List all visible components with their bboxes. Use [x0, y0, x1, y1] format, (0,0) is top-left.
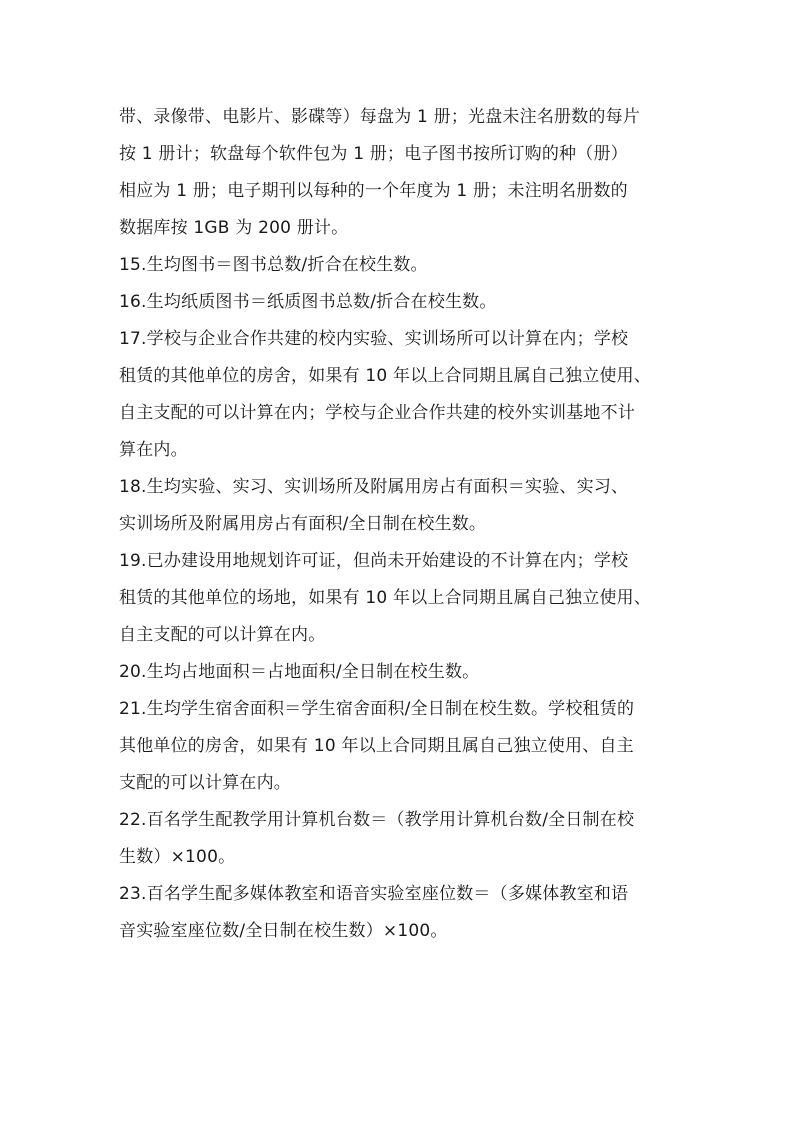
- text-line: 租赁的其他单位的场地，如果有 10 年以上合同期且属自己独立使用、: [119, 588, 652, 608]
- text-line: 音实验室座位数/全日制在校生数）×100。: [119, 921, 448, 941]
- text-line: 支配的可以计算在内。: [119, 773, 291, 793]
- text-line: 按 1 册计；软盘每个软件包为 1 册；电子图书按所订购的种（册）: [119, 144, 628, 164]
- text-line: 租赁的其他单位的房舍，如果有 10 年以上合同期且属自己独立使用、: [119, 366, 652, 386]
- item-17-line: 17.学校与企业合作共建的校内实验、实训场所可以计算在内；学校: [119, 329, 629, 349]
- item-21-line: 21.生均学生宿舍面积＝学生宿舍面积/全日制在校生数。学校租赁的: [119, 699, 635, 719]
- item-15-line: 15.生均图书＝图书总数/折合在校生数。: [119, 255, 428, 275]
- item-16-line: 16.生均纸质图书＝纸质图书总数/折合在校生数。: [119, 292, 497, 312]
- document-body: [119, 99, 679, 950]
- text-line: 实训场所及附属用房占有面积/全日制在校生数。: [119, 514, 487, 534]
- text-line: 自主支配的可以计算在内；学校与企业合作共建的校外实训基地不计: [119, 403, 635, 423]
- text-line: 其他单位的房舍，如果有 10 年以上合同期且属自己独立使用、自主: [119, 736, 634, 756]
- text-line: 生数）×100。: [119, 847, 236, 867]
- item-18-line: 18.生均实验、实习、实训场所及附属用房占有面积＝实验、实习、: [119, 477, 629, 497]
- item-23-line: 23.百名学生配多媒体教室和语音实验室座位数＝（多媒体教室和语: [119, 884, 629, 904]
- text-line: 相应为 1 册；电子期刊以每种的一个年度为 1 册；未注明名册数的: [119, 181, 628, 201]
- text-line: 算在内。: [119, 440, 188, 460]
- text-line: 带、录像带、电影片、影碟等）每盘为 1 册；光盘未注名册数的每片: [119, 107, 641, 127]
- item-19-line: 19.已办建设用地规划许可证，但尚未开始建设的不计算在内；学校: [119, 551, 629, 571]
- text-line: 自主支配的可以计算在内。: [119, 625, 326, 645]
- item-20-line: 20.生均占地面积＝占地面积/全日制在校生数。: [119, 662, 480, 682]
- text-line: 数据库按 1GB 为 200 册计。: [119, 218, 349, 238]
- item-22-line: 22.百名学生配教学用计算机台数＝（教学用计算机台数/全日制在校: [119, 810, 635, 830]
